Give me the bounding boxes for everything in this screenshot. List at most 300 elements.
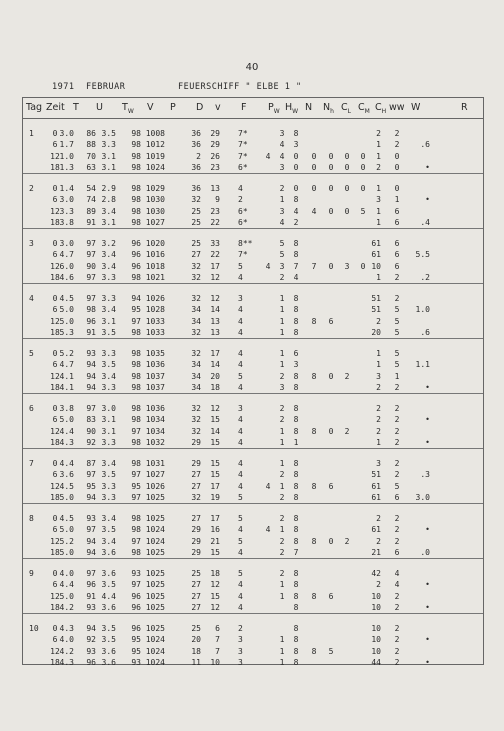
cell-u: 96 xyxy=(86,658,96,668)
cell-t: 5.2 xyxy=(59,536,74,546)
cell-tw: 3.1 xyxy=(101,163,116,173)
cell-w: 2 xyxy=(394,470,400,480)
cell-ww: 3 xyxy=(376,195,381,205)
cell-f: 4 xyxy=(238,349,243,358)
cell-tw: 3.3 xyxy=(101,383,116,393)
cell-p: 1033 xyxy=(145,328,165,338)
cell-hw: 2 xyxy=(279,184,285,193)
cell-tag: 9 xyxy=(29,569,34,578)
cell-v: 98 xyxy=(131,273,141,283)
cell-zeit: 18 xyxy=(50,603,60,613)
cell-n: 4 xyxy=(293,273,299,283)
cell-tw: 2.9 xyxy=(101,184,116,193)
cell-d: 36 xyxy=(191,129,201,138)
cell-hw: 5 xyxy=(279,250,285,260)
cell-ww: 42 xyxy=(371,569,381,578)
cell-v: 98 xyxy=(131,438,141,448)
table-row xyxy=(23,194,483,206)
cell-v: 97 xyxy=(131,493,141,503)
cell-p: 1024 xyxy=(145,658,165,668)
cell-ww: 61 xyxy=(371,239,381,248)
cell-zeit: 18 xyxy=(50,658,60,668)
cell-n: 3 xyxy=(293,140,299,150)
cell-f: 8** xyxy=(238,239,253,248)
cell-tw: 3.5 xyxy=(101,580,116,590)
cell-vv: 29 xyxy=(210,140,220,150)
cell-nh: 8 xyxy=(311,646,317,656)
cell-d: 32 xyxy=(191,404,201,413)
cell-r: • xyxy=(425,635,430,645)
cell-u: 97 xyxy=(86,250,96,260)
cell-zeit: 6 xyxy=(52,415,58,425)
cell-u: 97 xyxy=(86,470,96,480)
cell-vv: 22 xyxy=(210,250,220,260)
cell-w: 2 xyxy=(394,294,400,303)
cell-w: 2 xyxy=(394,438,400,448)
cell-hw: 3 xyxy=(279,129,285,138)
cell-w: 2 xyxy=(394,273,400,283)
cell-n: 8 xyxy=(293,658,299,668)
cell-zeit: 12 xyxy=(50,151,60,161)
cell-d: 25 xyxy=(191,624,201,633)
cell-t: 5.3 xyxy=(59,328,74,338)
cell-v: 98 xyxy=(131,525,141,535)
cell-tw: 3.6 xyxy=(101,646,116,656)
col-header-w: W xyxy=(411,102,421,113)
cell-hw: 1 xyxy=(279,591,285,601)
cell-t: 3.8 xyxy=(59,404,74,413)
cell-p: 1024 xyxy=(145,163,165,173)
cell-tag: 5 xyxy=(29,349,34,358)
cell-d: 32 xyxy=(191,349,201,358)
col-header-hw: $H_W$ xyxy=(285,102,299,115)
cell-zeit: 12 xyxy=(50,591,60,601)
cell-nh: 8 xyxy=(311,481,317,491)
cell-u: 54 xyxy=(86,184,96,193)
cell-tag: 1 xyxy=(29,129,34,138)
cell-hw: 1 xyxy=(279,646,285,656)
cell-zeit: 18 xyxy=(50,328,60,338)
cell-f: 3 xyxy=(238,658,243,668)
cell-u: 90 xyxy=(86,261,96,271)
cell-u: 94 xyxy=(86,624,96,633)
cell-f: 7* xyxy=(238,129,248,138)
cell-cm: 0 xyxy=(344,163,350,173)
cell-v: 97 xyxy=(131,316,141,326)
cell-r: • xyxy=(425,195,430,205)
cell-v: 96 xyxy=(131,250,141,260)
cell-ww: 10 xyxy=(371,635,381,645)
cell-n: 2 xyxy=(293,218,299,228)
cell-p: 1034 xyxy=(145,415,165,425)
cell-w: 2 xyxy=(394,525,400,535)
cell-cl: 6 xyxy=(328,591,334,601)
header-year: 1971 xyxy=(52,82,75,92)
cell-hw: 4 xyxy=(279,140,285,150)
cell-f: 4 xyxy=(238,305,243,315)
cell-r: 3.0 xyxy=(415,493,430,503)
cell-u: 91 xyxy=(86,328,96,338)
cell-tw: 3.3 xyxy=(101,493,116,503)
cell-vv: 17 xyxy=(210,481,220,491)
cell-w: 2 xyxy=(394,635,400,645)
cell-d: 25 xyxy=(191,218,201,228)
cell-hw: 1 xyxy=(279,294,285,303)
cell-v: 98 xyxy=(131,514,141,523)
cell-zeit: 6 xyxy=(52,360,58,370)
cell-vv: 13 xyxy=(210,316,220,326)
cell-vv: 17 xyxy=(210,349,220,358)
cell-t: 5.0 xyxy=(59,493,74,503)
cell-zeit: 12 xyxy=(50,316,60,326)
cell-t: 4.3 xyxy=(59,624,74,633)
cell-tw: 3.6 xyxy=(101,603,116,613)
page-number: 40 xyxy=(245,62,259,73)
cell-t: 5.0 xyxy=(59,305,74,315)
cell-p: 1032 xyxy=(145,438,165,448)
cell-u: 93 xyxy=(86,349,96,358)
cell-ww: 1 xyxy=(376,206,381,216)
cell-zeit: 12 xyxy=(50,371,60,381)
cell-d: 32 xyxy=(191,261,201,271)
cell-chh: 0 xyxy=(360,163,366,173)
cell-f: 4 xyxy=(238,548,243,558)
cell-cl: 0 xyxy=(328,536,334,546)
cell-tw: 3.6 xyxy=(101,548,116,558)
cell-p: 1024 xyxy=(145,635,165,645)
cell-u: 93 xyxy=(86,646,96,656)
cell-t: 4.4 xyxy=(59,580,74,590)
cell-f: 3 xyxy=(238,635,243,645)
cell-vv: 14 xyxy=(210,305,220,315)
table-row xyxy=(23,623,483,635)
cell-nh: 8 xyxy=(311,591,317,601)
cell-cm: 0 xyxy=(344,184,350,193)
cell-ww: 2 xyxy=(376,415,381,425)
cell-t: 3.0 xyxy=(59,239,74,248)
cell-zeit: 12 xyxy=(50,481,60,491)
cell-tw: 3.0 xyxy=(101,404,116,413)
cell-ww: 44 xyxy=(371,658,381,668)
cell-w: 2 xyxy=(394,658,400,668)
cell-d: 27 xyxy=(191,481,201,491)
cell-f: 4 xyxy=(238,184,243,193)
cell-w: 6 xyxy=(394,239,400,248)
cell-u: 93 xyxy=(86,603,96,613)
cell-w: 5 xyxy=(394,349,400,358)
cell-t: 3.8 xyxy=(59,218,74,228)
cell-n: 8 xyxy=(293,470,299,480)
cell-t: 5.2 xyxy=(59,349,74,358)
cell-r: 5.5 xyxy=(415,250,430,260)
day-separator xyxy=(23,503,483,504)
cell-ww: 51 xyxy=(371,294,381,303)
cell-vv: 17 xyxy=(210,261,220,271)
day-separator xyxy=(23,338,483,339)
cell-u: 63 xyxy=(86,163,96,173)
cell-vv: 26 xyxy=(210,151,220,161)
cell-n: 8 xyxy=(293,129,299,138)
cell-tw: 3.5 xyxy=(101,525,116,535)
cell-v: 93 xyxy=(131,658,141,668)
cell-nh: 8 xyxy=(311,426,317,436)
cell-t: 5.0 xyxy=(59,591,74,601)
cell-vv: 10 xyxy=(210,658,220,668)
cell-ww: 1 xyxy=(376,184,381,193)
cell-tag: 6 xyxy=(29,404,34,413)
cell-n: 8 xyxy=(293,294,299,303)
cell-hw: 1 xyxy=(279,635,285,645)
cell-tw: 3.4 xyxy=(101,536,116,546)
cell-n: 8 xyxy=(293,514,299,523)
cell-u: 87 xyxy=(86,459,96,468)
cell-n: 8 xyxy=(293,305,299,315)
cell-n: 8 xyxy=(293,624,299,633)
cell-f: 4 xyxy=(238,481,243,491)
cell-n: 8 xyxy=(293,591,299,601)
cell-zeit: 18 xyxy=(50,438,60,448)
table-row xyxy=(23,261,483,273)
cell-vv: 15 xyxy=(210,459,220,468)
cell-d: 34 xyxy=(191,371,201,381)
cell-vv: 12 xyxy=(210,294,220,303)
cell-d: 36 xyxy=(191,140,201,150)
cell-n: 6 xyxy=(293,349,299,358)
cell-p: 1036 xyxy=(145,360,165,370)
col-header-chh: $C_H$ xyxy=(375,102,387,115)
cell-vv: 14 xyxy=(210,360,220,370)
cell-n: 8 xyxy=(293,481,299,491)
cell-ww: 51 xyxy=(371,305,381,315)
cell-v: 97 xyxy=(131,426,141,436)
cell-w: 6 xyxy=(394,250,400,260)
cell-ww: 1 xyxy=(376,349,381,358)
cell-w: 6 xyxy=(394,206,400,216)
day-separator xyxy=(23,228,483,229)
cell-tw: 3.5 xyxy=(101,328,116,338)
cell-cl: 5 xyxy=(328,646,334,656)
table-row xyxy=(23,206,483,218)
cell-vv: 9 xyxy=(215,195,220,205)
cell-tw: 3.5 xyxy=(101,360,116,370)
cell-p: 1025 xyxy=(145,493,165,503)
cell-n: 0 xyxy=(293,184,299,193)
cell-u: 70 xyxy=(86,151,96,161)
cell-tag: 7 xyxy=(29,459,34,468)
cell-vv: 12 xyxy=(210,603,220,613)
cell-zeit: 0 xyxy=(52,294,58,303)
cell-ww: 3 xyxy=(376,371,381,381)
cell-p: 1016 xyxy=(145,250,165,260)
cell-hw: 1 xyxy=(279,316,285,326)
table-row xyxy=(23,403,483,415)
table-row xyxy=(23,481,483,493)
cell-v: 98 xyxy=(131,459,141,468)
cell-ww: 2 xyxy=(376,514,381,523)
cell-w: 2 xyxy=(394,415,400,425)
cell-f: 3 xyxy=(238,646,243,656)
cell-u: 94 xyxy=(86,360,96,370)
day-separator xyxy=(23,173,483,174)
cell-nh: 4 xyxy=(311,206,317,216)
cell-n: 4 xyxy=(293,206,299,216)
cell-hw: 1 xyxy=(279,481,285,491)
cell-ww: 10 xyxy=(371,646,381,656)
cell-t: 3.0 xyxy=(59,129,74,138)
cell-hw: 2 xyxy=(279,536,285,546)
cell-zeit: 18 xyxy=(50,383,60,393)
cell-d: 27 xyxy=(191,250,201,260)
cell-r: .2 xyxy=(420,273,430,283)
cell-hw: 2 xyxy=(279,470,285,480)
cell-ww: 1 xyxy=(376,218,381,228)
cell-zeit: 0 xyxy=(52,569,58,578)
cell-r: • xyxy=(425,383,430,393)
cell-vv: 12 xyxy=(210,580,220,590)
cell-v: 98 xyxy=(131,129,141,138)
cell-v: 98 xyxy=(131,151,141,161)
cell-w: 6 xyxy=(394,548,400,558)
cell-u: 94 xyxy=(86,493,96,503)
cell-t: 4.1 xyxy=(59,371,74,381)
cell-u: 88 xyxy=(86,140,96,150)
cell-ww: 10 xyxy=(371,591,381,601)
cell-v: 95 xyxy=(131,305,141,315)
cell-v: 95 xyxy=(131,646,141,656)
cell-tag: 3 xyxy=(29,239,34,248)
cell-p: 1012 xyxy=(145,140,165,150)
cell-w: 2 xyxy=(394,129,400,138)
cell-hw: 4 xyxy=(279,151,285,161)
cell-w: 4 xyxy=(394,569,400,578)
cell-v: 98 xyxy=(131,349,141,358)
cell-u: 94 xyxy=(86,548,96,558)
cell-d: 18 xyxy=(191,646,201,656)
cell-d: 29 xyxy=(191,459,201,468)
table-row xyxy=(23,426,483,438)
cell-f: 4 xyxy=(238,316,243,326)
cell-tag: 10 xyxy=(29,624,39,633)
cell-w: 2 xyxy=(394,603,400,613)
cell-r: • xyxy=(425,438,430,448)
table-row xyxy=(23,568,483,580)
cell-cm: 3 xyxy=(344,261,350,271)
cell-t: 3.3 xyxy=(59,206,74,216)
cell-t: 4.5 xyxy=(59,481,74,491)
table-row xyxy=(23,238,483,250)
cell-v: 98 xyxy=(131,206,141,216)
cell-n: 8 xyxy=(293,415,299,425)
table-row xyxy=(23,316,483,328)
header-ship: FEUERSCHIFF " ELBE 1 " xyxy=(178,82,302,92)
cell-p: 1019 xyxy=(145,151,165,161)
cell-tw: 3.3 xyxy=(101,294,116,303)
cell-vv: 6 xyxy=(215,624,220,633)
cell-ww: 1 xyxy=(376,273,381,283)
cell-ww: 2 xyxy=(376,580,381,590)
cell-cl: 0 xyxy=(328,261,334,271)
cell-u: 95 xyxy=(86,481,96,491)
cell-w: 2 xyxy=(394,591,400,601)
cell-r: • xyxy=(425,658,430,668)
cell-d: 32 xyxy=(191,294,201,303)
cell-w: 5 xyxy=(394,328,400,338)
cell-ww: 2 xyxy=(376,426,381,436)
col-header-nh: $N_h$ xyxy=(323,102,334,115)
cell-chh: 0 xyxy=(360,151,366,161)
cell-hw: 1 xyxy=(279,305,285,315)
cell-ww: 1 xyxy=(376,438,381,448)
cell-p: 1025 xyxy=(145,580,165,590)
cell-t: 4.7 xyxy=(59,360,74,370)
cell-d: 29 xyxy=(191,536,201,546)
cell-zeit: 12 xyxy=(50,536,60,546)
cell-r: • xyxy=(425,580,430,590)
table-row xyxy=(23,139,483,151)
cell-n: 8 xyxy=(293,250,299,260)
cell-p: 1037 xyxy=(145,371,165,381)
cell-n: 8 xyxy=(293,536,299,546)
cell-f: 4 xyxy=(238,591,243,601)
col-header-tag: Tag xyxy=(26,102,43,113)
cell-w: 6 xyxy=(394,261,400,271)
cell-f: 6* xyxy=(238,206,248,216)
table-row xyxy=(23,469,483,481)
cell-w: 2 xyxy=(394,404,400,413)
cell-cm: 0 xyxy=(344,206,350,216)
cell-vv: 15 xyxy=(210,415,220,425)
cell-f: 4 xyxy=(238,360,243,370)
table-row xyxy=(23,634,483,646)
cell-zeit: 12 xyxy=(50,426,60,436)
table-row xyxy=(23,371,483,383)
cell-zeit: 18 xyxy=(50,493,60,503)
cell-zeit: 0 xyxy=(52,129,58,138)
cell-u: 94 xyxy=(86,536,96,546)
cell-hw: 2 xyxy=(279,548,285,558)
cell-d: 29 xyxy=(191,548,201,558)
cell-ww: 2 xyxy=(376,316,381,326)
cell-ww: 10 xyxy=(371,603,381,613)
cell-d: 20 xyxy=(191,635,201,645)
cell-vv: 15 xyxy=(210,470,220,480)
cell-t: 4.2 xyxy=(59,603,74,613)
cell-n: 8 xyxy=(293,383,299,393)
cell-vv: 7 xyxy=(215,635,220,645)
day-separator xyxy=(23,393,483,394)
cell-w: 0 xyxy=(394,163,400,173)
cell-r: .6 xyxy=(420,140,430,150)
cell-u: 86 xyxy=(86,129,96,138)
cell-d: 34 xyxy=(191,305,201,315)
cell-ww: 1 xyxy=(376,140,381,150)
cell-t: 1.3 xyxy=(59,163,74,173)
cell-tw: 3.1 xyxy=(101,218,116,228)
cell-cl: 0 xyxy=(328,206,334,216)
cell-hw: 2 xyxy=(279,415,285,425)
cell-u: 96 xyxy=(86,580,96,590)
cell-v: 98 xyxy=(131,328,141,338)
col-header-vv: v xyxy=(215,102,221,113)
cell-w: 4 xyxy=(394,580,400,590)
cell-hw: 2 xyxy=(279,493,285,503)
cell-r: .4 xyxy=(420,218,430,228)
cell-zeit: 6 xyxy=(52,250,58,260)
cell-p: 1021 xyxy=(145,273,165,283)
cell-v: 98 xyxy=(131,360,141,370)
cell-r: .6 xyxy=(420,328,430,338)
cell-v: 98 xyxy=(131,404,141,413)
